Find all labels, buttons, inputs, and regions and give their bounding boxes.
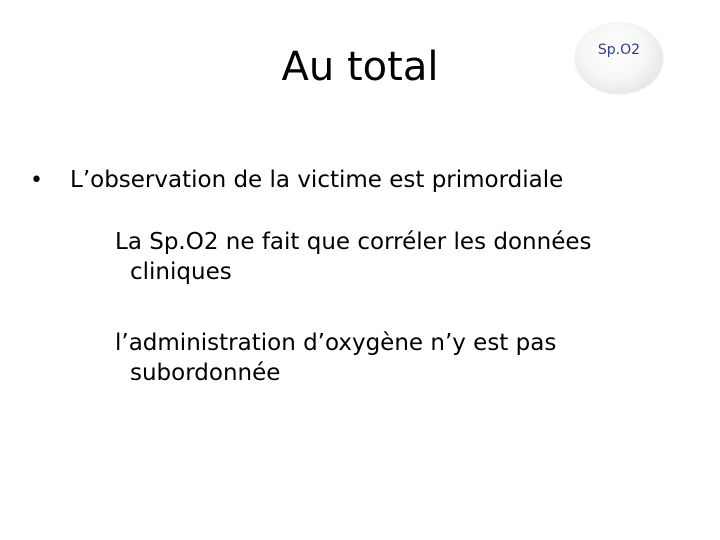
paragraph-oxygen-administration xyxy=(115,328,556,388)
spo2-badge xyxy=(575,23,663,94)
paragraph-line: cliniques xyxy=(130,259,232,285)
bullet-item xyxy=(30,165,563,195)
paragraph-line: l’administration d’oxygène n’y est pas xyxy=(115,330,557,356)
spo2-badge-label: Sp.O2 xyxy=(597,42,641,58)
slide-title: Au total xyxy=(281,44,439,90)
bullet-text: L’observation de la victime est primordiale xyxy=(70,167,564,193)
bullet-icon: • xyxy=(30,168,43,193)
paragraph-line: La Sp.O2 ne fait que corréler les données xyxy=(115,229,592,255)
paragraph-spo2-correlation xyxy=(115,227,592,287)
paragraph-line: subordonnée xyxy=(130,360,281,386)
